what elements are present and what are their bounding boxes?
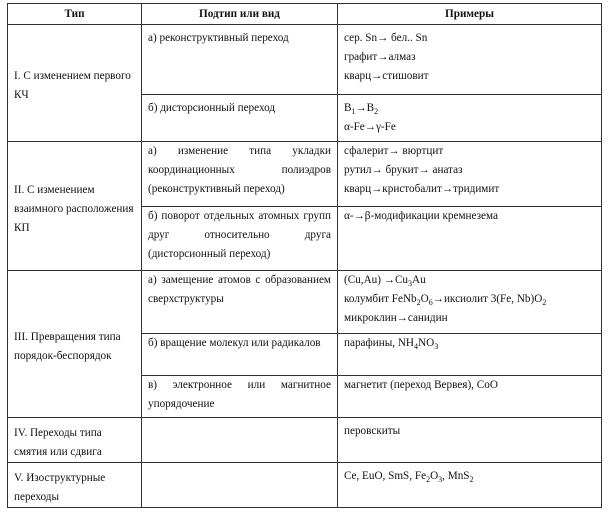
example-item: графит→алмаз bbox=[344, 51, 416, 63]
example-item: сфалерит→ вюртцит bbox=[344, 145, 444, 157]
table-row bbox=[8, 463, 602, 508]
example-item: колумбит $FeNb_2O_6\to иксиолит$ 3(Fe, $Nb)O_2$ bbox=[344, 293, 547, 308]
example-item: перовскиты bbox=[344, 425, 401, 437]
example-text: $(Cu,Au) \to Cu_3Au$ bbox=[344, 274, 426, 289]
example-item: рутил→ брукит→ анатаз bbox=[344, 164, 463, 176]
table-row bbox=[8, 25, 602, 95]
type-cell: III. Превращения типа порядок-беспорядок bbox=[8, 271, 142, 418]
table-row bbox=[8, 142, 602, 207]
subtype-cell: б) вращение молекул или радикалов bbox=[142, 334, 338, 376]
examples-cell bbox=[338, 271, 602, 334]
header-row bbox=[8, 4, 602, 25]
example-item: магнетит (переход Вервея), CoO bbox=[344, 379, 498, 391]
example-item bbox=[344, 271, 595, 290]
subtype-cell: а) реконструктивный переход bbox=[142, 25, 338, 95]
example-item: парафины, $NH_4NO_3$ bbox=[344, 337, 439, 352]
type-cell: I. С изменением первого КЧ bbox=[8, 25, 142, 142]
header-examples: Примеры bbox=[338, 4, 602, 25]
type-cell: IV. Переходы типа смятия или сдвига bbox=[8, 418, 142, 463]
subtype-cell bbox=[142, 418, 338, 463]
example-item: кварц→стишовит bbox=[344, 70, 429, 82]
examples-cell bbox=[338, 418, 602, 463]
subtype-cell: в) электронное или магнитное упорядочение bbox=[142, 376, 338, 418]
header-type: Тип bbox=[8, 4, 142, 25]
example-item: $B_1\to B_2$ bbox=[344, 102, 379, 117]
examples-cell bbox=[338, 142, 602, 207]
example-item: микроклин→санидин bbox=[344, 312, 448, 324]
example-item: кварц→кристобалит→тридимит bbox=[344, 183, 500, 195]
table-row bbox=[8, 418, 602, 463]
example-item: α-→β-модификации кремнезема bbox=[344, 210, 498, 222]
subtype-cell: а) изменение типа укладки координационных полиэдров (реконструктивный переход) bbox=[142, 142, 338, 207]
subtype-cell: б) дисторсионный переход bbox=[142, 95, 338, 142]
example-item: α-Fe→γ-Fe bbox=[344, 121, 396, 133]
type-cell: V. Изоструктурные переходы bbox=[8, 463, 142, 508]
header-subtype: Подтип или вид bbox=[142, 4, 338, 25]
examples-cell bbox=[338, 207, 602, 271]
subtype-cell: б) поворот отдельных атомных групп друг относительно друга (дисторсионный переход) bbox=[142, 207, 338, 271]
table-row bbox=[8, 271, 602, 334]
examples-cell bbox=[338, 463, 602, 508]
example-item: Ce, EuO, SmS, $Fe_2O_3$, MnS$_2$ bbox=[344, 470, 474, 485]
type-cell: II. С изменением взаимного расположения КП bbox=[8, 142, 142, 271]
subtype-cell: а) замещение атомов с образованием сверхструктуры bbox=[142, 271, 338, 334]
examples-cell bbox=[338, 25, 602, 95]
examples-cell bbox=[338, 376, 602, 418]
phase-transitions-table bbox=[7, 3, 602, 508]
examples-cell bbox=[338, 334, 602, 376]
example-item: сер. Sn→ бел.. Sn bbox=[344, 32, 428, 44]
examples-cell bbox=[338, 95, 602, 142]
subtype-cell bbox=[142, 463, 338, 508]
